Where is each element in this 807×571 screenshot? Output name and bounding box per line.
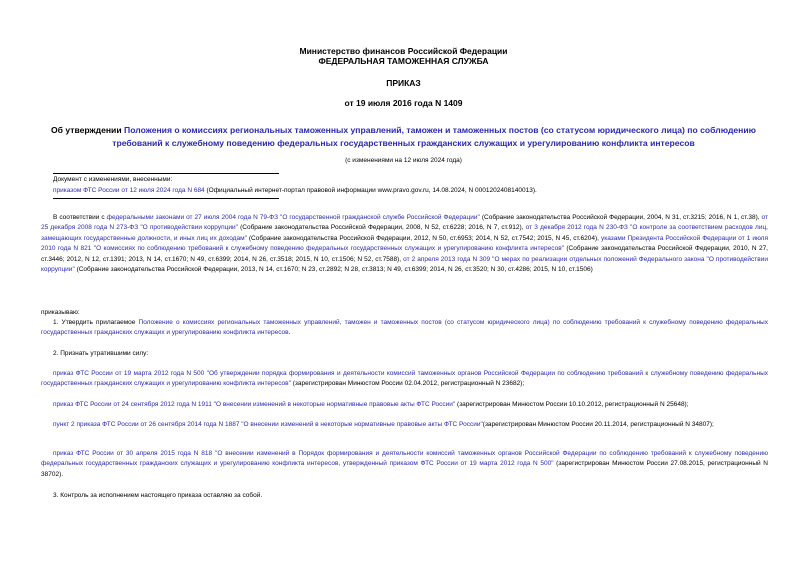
link-law-230fz[interactable]: от 3 декабря 2012 года N 230-ФЗ "О контроле за соответствием расходов лиц, замещающих государственные должности, и иных лиц их доходам"	[41, 224, 768, 242]
revoked-link-4[interactable]: приказ ФТС России от 30 апреля 2015 года N 818 "О внесении изменений в Порядок формирования и деятельности комиссий таможенных органов Российской Федерации по соблюдению требований к служебному поведению федеральных государственных гражданских служащих и урегулированию конфликта интересов, утвержденный приказом ФТС России от 19 марта 2012 года N 500"	[41, 450, 768, 468]
item-3	[41, 491, 768, 501]
changes-label: Документ с изменениями, внесенными:	[53, 176, 173, 183]
preamble-text-1: В соответствии с	[53, 214, 107, 221]
item-2-label	[41, 349, 768, 359]
link-decree-821[interactable]: указами Президента Российской Федерации от 1 июля 2010 года N 821 "О комиссиях по соблюдению требований к служебному поведению федеральных государственных служащих и урегулированию конфликта интересов"	[41, 234, 768, 253]
title-prefix: Об утверждении	[50, 125, 125, 135]
order-word: приказываю:	[41, 309, 80, 316]
item-3-text: 3. Контроль за исполнением настоящего приказа оставляю за собой.	[53, 492, 263, 499]
link-law-273fz[interactable]: от 25 декабря 2008 года N 273-ФЗ "О противодействии коррупции"	[41, 214, 768, 232]
link-law-79fz[interactable]: федеральными законами от 27 июля 2004 года N 79-ФЗ "О государственной гражданской службе Российской Федерации"	[106, 214, 480, 221]
item-1	[41, 318, 768, 339]
changes-divider-bottom	[53, 198, 279, 199]
revoked-rest-1: (зарегистрирован Минюстом России 02.04.2012, регистрационный N 23682);	[290, 380, 525, 388]
item-2-label-text: 2. Признать утратившими силу:	[53, 350, 149, 357]
preamble-text-3: (Собрание законодательства Российской Федерации, 2008, N 52, ст.6228; 2016, N 7, ст.912),	[237, 224, 526, 232]
revoked-link-3[interactable]: пункт 2 приказа ФТС России от 26 сентября 2014 года N 1887 "О внесении изменений в некоторые нормативные правовые акты ФТС России"	[53, 421, 483, 428]
revoked-rest-2: (зарегистрирован Минюстом России 10.10.2012, регистрационный N 25648);	[455, 401, 689, 408]
service-heading: ФЕДЕРАЛЬНАЯ ТАМОЖЕННАЯ СЛУЖБА	[318, 56, 489, 66]
doc-date-number: от 19 июля 2016 года N 1409	[344, 98, 463, 108]
revoked-item	[41, 400, 768, 410]
revoked-rest-4: (зарегистрирован Минюстом России 27.08.2015, регистрационный N 38702).	[41, 460, 768, 478]
changes-entry	[53, 185, 537, 196]
item-1-prefix: 1. Утвердить прилагаемое	[53, 319, 139, 326]
document-title	[30, 124, 777, 149]
title-link[interactable]: Положения о комиссиях региональных таможенных управлений, таможен и таможенных постов (со статусом юридического лица) по соблюдению требований к служебному поведению федеральных государственных гражданских служащих и урегулированию конфликта интересов	[112, 125, 756, 148]
doc-type: ПРИКАЗ	[386, 78, 421, 88]
revoked-item	[41, 449, 768, 480]
revoked-rest-3: (зарегистрирован Минюстом России 20.11.2014, регистрационный N 34807);	[482, 421, 714, 428]
changes-rest: (Официальный интернет-портал правовой информации www.pravo.gov.ru, 14.08.2024, N 0001202408140013).	[204, 187, 537, 194]
preamble-text-5: (Собрание законодательства Российской Федерации, 2010, N 27, ст.3446; 2012, N 12, ст.1391; 2013, N 14, ст.1670; N 49, ст.6399; 2014, N 26, ст.3518; 2015, N 10, ст.1506; N 52, ст.7588),	[41, 245, 768, 263]
revision-note: (с изменениями на 12 июля 2024 года)	[345, 157, 462, 164]
revoked-link-1[interactable]: приказ ФТС России от 19 марта 2012 года N 500 "Об утверждении порядка формирования и деятельности комиссий таможенных органов Российской Федерации по соблюдению требований к служебному поведению федеральных государственных гражданских служащих и урегулированию конфликта интересов"	[41, 370, 768, 388]
preamble	[41, 213, 768, 275]
changes-link[interactable]: приказом ФТС России от 12 июля 2024 года N 684	[53, 187, 205, 194]
preamble-text-4: (Собрание законодательства Российской Федерации, 2012, N 50, ст.6953; 2014, N 52, ст.7542; 2015, N 45, ст.6204),	[246, 234, 601, 242]
preamble-text-2: (Собрание законодательства Российской Федерации, 2004, N 31, ст.3215; 2016, N 1, ст.38),	[479, 214, 762, 221]
revoked-link-2[interactable]: приказ ФТС России от 24 сентября 2012 года N 1911 "О внесении изменений в некоторые нормативные правовые акты ФТС России"	[53, 401, 456, 408]
revoked-item	[41, 369, 768, 390]
link-decree-309[interactable]: от 2 апреля 2013 года N 309 "О мерах по реализации отдельных положений Федерального закона "О противодействии коррупции"	[41, 255, 768, 274]
item-1-suffix: .	[288, 329, 291, 337]
preamble-text-6: (Собрание законодательства Российской Федерации, 2013, N 14, ст.1670; N 23, ст.2892; N 28, ст.3813; N 49, ст.6399; 2014, N 26, ст.3520; N 30, ст.4286; 2015, N 10, ст.1506)	[74, 266, 593, 274]
ministry-heading: Министерство финансов Российской Федерации	[299, 46, 508, 56]
item-1-link[interactable]: Положение о комиссиях региональных таможенных управлений, таможен и таможенных постов (со статусом юридического лица) по соблюдению требований к служебному поведению федеральных государственных гражданских служащих и урегулированию конфликта интересов	[41, 319, 768, 337]
revoked-item	[41, 420, 768, 430]
